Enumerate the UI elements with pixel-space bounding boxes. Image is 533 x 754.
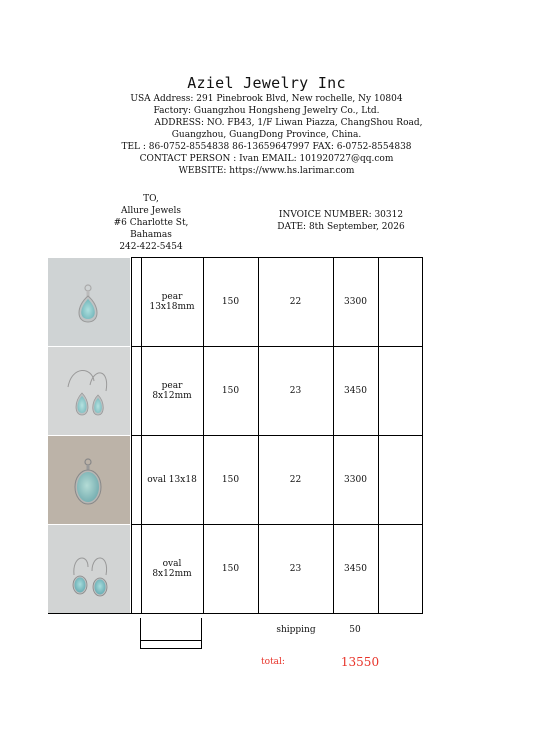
item-price: 22 [258, 436, 333, 525]
factory-city-line: Guangzhou, GuangDong Province, China. [171, 130, 362, 140]
item-blank-cell [378, 347, 422, 436]
item-blank-cell [378, 525, 422, 614]
item-description-cell [141, 258, 203, 347]
pear-pendant-photo [48, 258, 130, 346]
item-desc-line1: oval [162, 559, 182, 569]
item-desc-line1: pear [161, 381, 183, 391]
table-row [48, 347, 422, 436]
shipping-value: 50 [349, 625, 361, 635]
pear-earrings-photo [48, 347, 130, 435]
recipient-country: Bahamas [130, 230, 172, 240]
factory-line: Factory: Guangzhou Hongsheng Jewelry Co., Ltd. [153, 106, 380, 116]
item-price: 22 [258, 258, 333, 347]
recipient-to: TO, [143, 194, 159, 204]
item-qty: 150 [203, 525, 258, 614]
spacer-cell [131, 347, 141, 436]
item-description-cell [141, 347, 203, 436]
total-value: 13550 [340, 655, 380, 669]
item-desc-line2: 8x12mm [152, 569, 192, 579]
invoice-block [266, 209, 416, 233]
phone-fax-line: TEL : 86-0752-8554838 86-13659647997 FAX: 6-0752-8554838 [121, 142, 412, 152]
recipient-block [96, 193, 206, 253]
table-row [48, 258, 422, 347]
company-name: Aziel Jewelry Inc [187, 74, 346, 92]
item-price: 23 [258, 525, 333, 614]
oval-pendant-photo [48, 436, 130, 524]
item-desc-line2: 8x12mm [152, 391, 192, 401]
website-line: WEBSITE: https://www.hs.larimar.com [178, 166, 355, 176]
table-row [48, 525, 422, 614]
oval-earrings-photo [48, 525, 130, 613]
recipient-name: Allure Jewels [120, 206, 181, 216]
item-blank-cell [378, 258, 422, 347]
item-description-cell [141, 436, 203, 525]
table-row [48, 436, 422, 525]
spacer-cell [131, 436, 141, 525]
items-table [48, 257, 423, 614]
item-amount: 3300 [333, 436, 378, 525]
item-qty: 150 [203, 436, 258, 525]
item-qty: 150 [203, 258, 258, 347]
item-qty: 150 [203, 347, 258, 436]
item-desc-line1: oval 13x18 [147, 475, 197, 485]
invoice-number: INVOICE NUMBER: 30312 [278, 210, 404, 220]
contact-line: CONTACT PERSON : Ivan EMAIL: 101920727@qq.com [139, 154, 394, 164]
item-price: 23 [258, 347, 333, 436]
spacer-cell [131, 258, 141, 347]
total-label: total: [261, 657, 285, 667]
item-photo-cell [48, 347, 131, 436]
shipping-label: shipping [276, 625, 316, 635]
item-photo-cell [48, 258, 131, 347]
item-photo-cell [48, 525, 131, 614]
spacer-cell [131, 525, 141, 614]
usa-address-line: USA Address: 291 Pinebrook Blvd, New rochelle, Ny 10804 [130, 94, 403, 104]
item-desc-line1: pear [161, 292, 183, 302]
item-desc-line2: 13x18mm [149, 302, 195, 312]
factory-address-line: ADDRESS: NO. FB43, 1/F Liwan Piazza, ChangShou Road, [154, 118, 423, 128]
item-amount: 3450 [333, 525, 378, 614]
item-blank-cell [378, 436, 422, 525]
item-amount: 3300 [333, 258, 378, 347]
item-photo-cell [48, 436, 131, 525]
item-description-cell [141, 525, 203, 614]
summary-divider [141, 640, 201, 641]
recipient-street: #6 Charlotte St, [113, 218, 189, 228]
item-amount: 3450 [333, 347, 378, 436]
summary-box [140, 618, 202, 649]
recipient-phone: 242-422-5454 [119, 242, 183, 252]
invoice-date: DATE: 8th September, 2026 [277, 222, 405, 232]
